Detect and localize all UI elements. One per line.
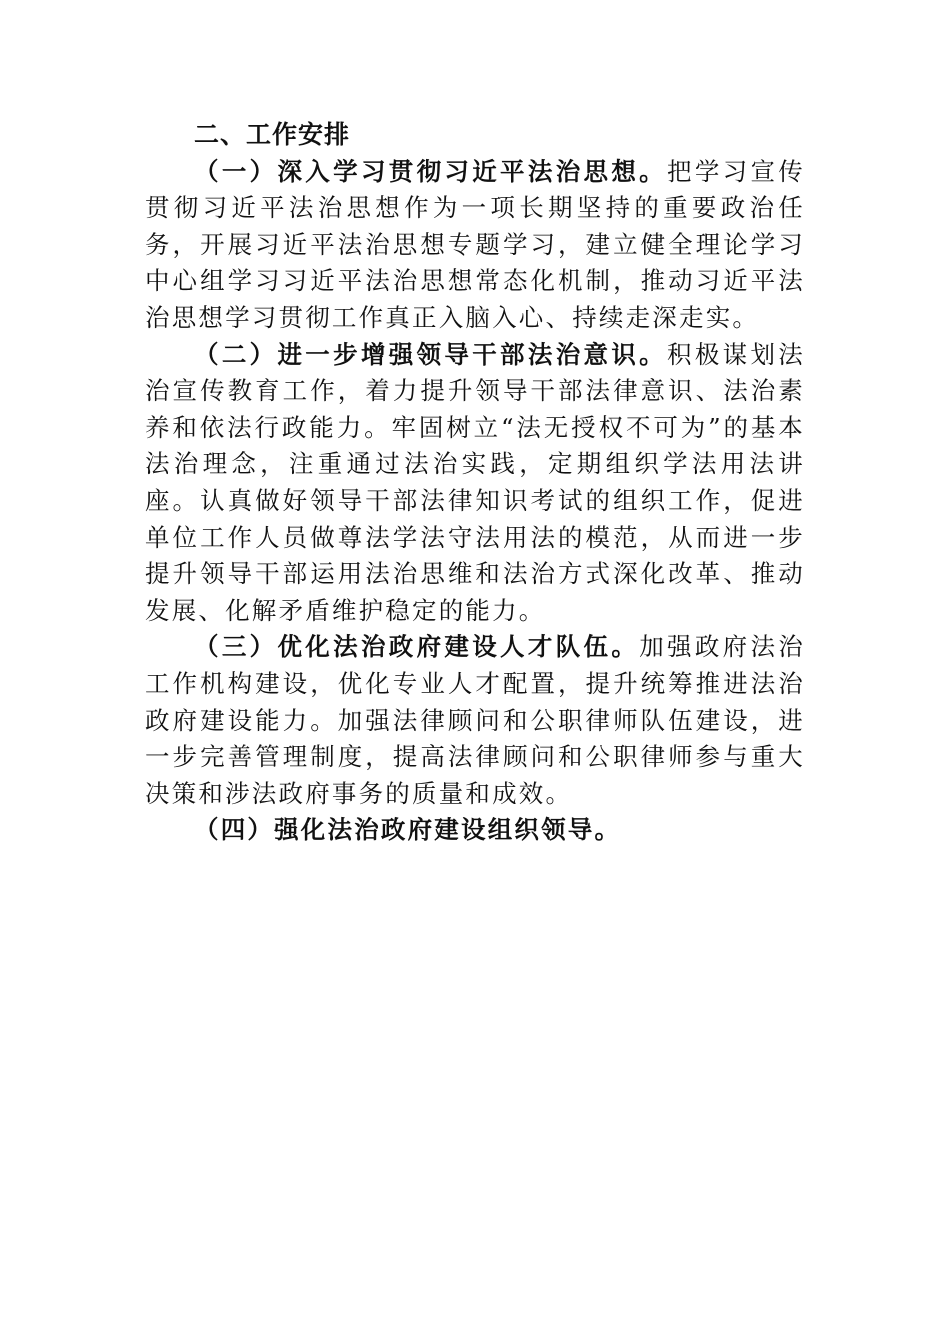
section-heading: 二、工作安排 (194, 120, 351, 149)
document-body (145, 117, 805, 849)
paragraph-1-body: 把学习宣传贯彻习近平法治思想作为一项长期坚持的重要政治任务，开展习近平法治思想专题学习，建立健全理论学习中心组学习习近平法治思想常态化机制，推动习近平法治思想学习贯彻工作真正入脑入心、持续走深走实。 (145, 156, 805, 332)
paragraph-1-lead: （一）深入学习贯彻习近平法治思想。 (194, 156, 667, 186)
paragraph-2-body: 积极谋划法治宣传教育工作，着力提升领导干部法律意识、法治素养和依法行政能力。牢固树立“法无授权不可为”的基本法治理念，注重通过法治实践，定期组织学法用法讲座。认真做好领导干部法律知识考试的组织工作，促进单位工作人员做尊法学法守法用法的模范，从而进一步提升领导干部运用法治思维和法治方式深化改革、推动发展、化解矛盾维护稳定的能力。 (145, 339, 805, 625)
paragraph-3-lead: （三）优化法治政府建设人才队伍。 (194, 632, 640, 662)
paragraph-3 (145, 629, 805, 812)
paragraph-4 (145, 812, 805, 849)
paragraph-3-body: 加强政府法治工作机构建设，优化专业人才配置，提升统筹推进法治政府建设能力。加强法律顾问和公职律师队伍建设，进一步完善管理制度，提高法律顾问和公职律师参与重大决策和涉法政府事务的质量和成效。 (145, 632, 806, 808)
paragraph-2-lead: （二）进一步增强领导干部法治意识。 (194, 339, 667, 369)
paragraph-2 (145, 337, 805, 630)
paragraph-1 (145, 154, 805, 337)
paragraph-4-lead: （四）强化法治政府建设组织领导。 (194, 815, 622, 845)
